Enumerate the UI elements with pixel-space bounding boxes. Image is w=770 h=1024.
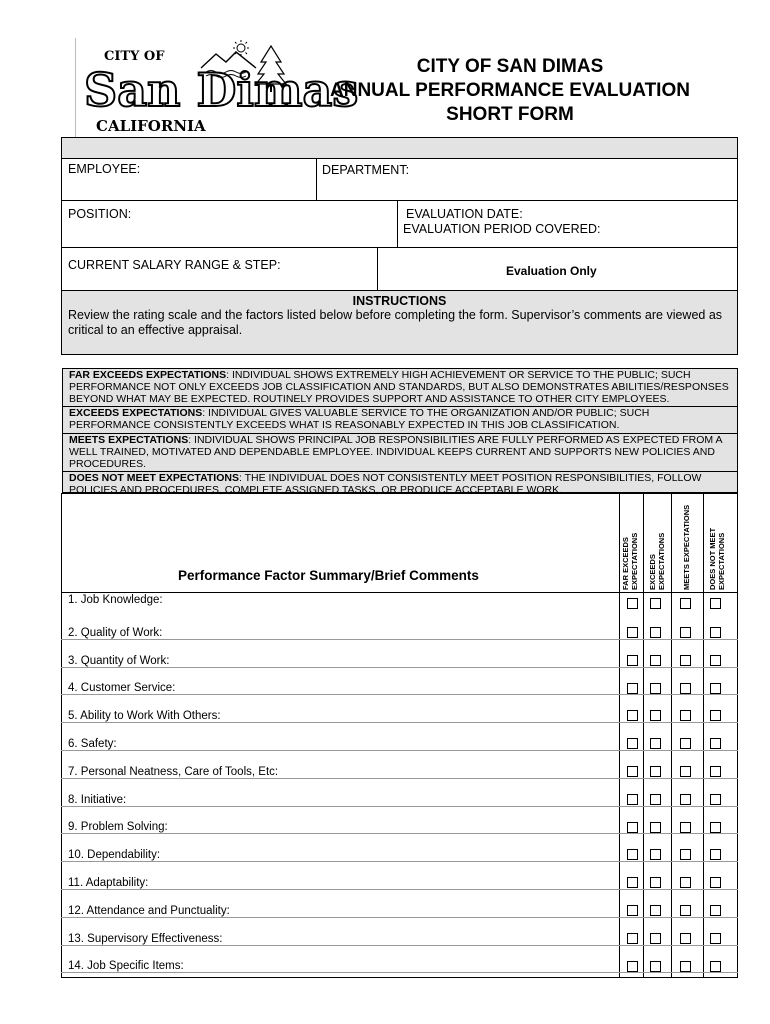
rating-checkbox-1[interactable] <box>627 822 638 833</box>
column-header-line: FAR EXCEEDS <box>621 537 630 590</box>
row-divider <box>61 833 738 834</box>
factor-label: 5. Ability to Work With Others: <box>68 710 221 723</box>
row-divider <box>61 639 738 640</box>
logo-text-california: CALIFORNIA <box>96 117 206 135</box>
city-logo <box>75 38 359 138</box>
column-header-line: EXCEEDS <box>648 554 657 590</box>
divider <box>703 493 704 978</box>
rating-checkbox-1[interactable] <box>627 683 638 694</box>
row-divider <box>61 778 738 779</box>
rating-checkbox-3[interactable] <box>680 627 691 638</box>
column-header-line: EXPECTATIONS <box>629 532 639 590</box>
rating-checkbox-1[interactable] <box>627 598 638 609</box>
divider <box>61 200 738 201</box>
rating-checkbox-1[interactable] <box>627 655 638 666</box>
row-divider <box>61 722 738 723</box>
rating-checkbox-2[interactable] <box>650 794 661 805</box>
rating-checkbox-4[interactable] <box>710 905 721 916</box>
row-divider <box>61 889 738 890</box>
factor-label: 12. Attendance and Punctuality: <box>68 904 230 917</box>
rating-checkbox-3[interactable] <box>680 738 691 749</box>
rating-checkbox-4[interactable] <box>710 877 721 888</box>
rating-checkbox-3[interactable] <box>680 655 691 666</box>
column-header-meets <box>683 505 692 590</box>
rating-checkbox-3[interactable] <box>680 766 691 777</box>
rating-checkbox-4[interactable] <box>710 598 721 609</box>
rating-exceeds <box>63 407 737 434</box>
rating-checkbox-3[interactable] <box>680 794 691 805</box>
rating-checkbox-2[interactable] <box>650 710 661 721</box>
rating-checkbox-3[interactable] <box>680 961 691 972</box>
evaluation-only-label: Evaluation Only <box>506 264 597 278</box>
rating-checkbox-4[interactable] <box>710 738 721 749</box>
rating-checkbox-4[interactable] <box>710 627 721 638</box>
logo-text-san-dimas: San Dimas <box>84 63 359 117</box>
rating-checkbox-3[interactable] <box>680 877 691 888</box>
rating-checkbox-2[interactable] <box>650 655 661 666</box>
rating-far-exceeds <box>63 369 737 407</box>
row-divider <box>61 917 738 918</box>
city-logo-graphic <box>76 38 359 138</box>
rating-checkbox-2[interactable] <box>650 627 661 638</box>
rating-checkbox-1[interactable] <box>627 933 638 944</box>
row-divider <box>61 667 738 668</box>
rating-checkbox-2[interactable] <box>650 766 661 777</box>
rating-checkbox-1[interactable] <box>627 738 638 749</box>
rating-checkbox-3[interactable] <box>680 933 691 944</box>
rating-term: MEETS EXPECTATIONS <box>69 433 189 446</box>
rating-checkbox-3[interactable] <box>680 683 691 694</box>
rating-checkbox-2[interactable] <box>650 849 661 860</box>
rating-checkbox-3[interactable] <box>680 905 691 916</box>
column-header-exceeds <box>649 533 666 590</box>
factor-label: 11. Adaptability: <box>68 877 149 889</box>
rating-checkbox-1[interactable] <box>627 961 638 972</box>
rating-checkbox-4[interactable] <box>710 794 721 805</box>
factor-label: 10. Dependability: <box>68 849 161 862</box>
rating-scale <box>62 368 738 497</box>
divider <box>377 247 378 290</box>
rating-term: DOES NOT MEET EXPECTATIONS <box>69 472 239 485</box>
instructions-heading: INSTRUCTIONS <box>352 294 447 308</box>
sun-icon <box>233 40 249 56</box>
instructions-text: Review the rating scale and the factors listed below before completing the form. Supervisor’s comments are viewed as critical to an effective appraisal. <box>68 308 723 337</box>
row-divider <box>61 861 738 862</box>
rating-checkbox-1[interactable] <box>627 710 638 721</box>
rating-checkbox-4[interactable] <box>710 849 721 860</box>
info-header-bar <box>62 138 737 158</box>
rating-checkbox-2[interactable] <box>650 877 661 888</box>
factor-label: 8. Initiative: <box>68 793 127 806</box>
rating-checkbox-2[interactable] <box>650 598 661 609</box>
rating-checkbox-4[interactable] <box>710 683 721 694</box>
column-header-line: EXPECTATIONS <box>716 532 726 590</box>
rating-checkbox-1[interactable] <box>627 627 638 638</box>
divider <box>619 493 620 978</box>
rating-desc: : INDIVIDUAL GIVES VALUABLE SERVICE TO THE ORGANIZATION AND/OR PUBLIC; SUCH PERFORMANCE CONSISTENTLY EXCEEDS WHAT IS REASONABLY EXPECTED IN THIS JOB CLASSIFICATION. <box>69 407 650 432</box>
column-header-far-exceeds <box>622 533 639 590</box>
rating-desc: : THE INDIVIDUAL DOES NOT CONSISTENTLY MEET POSITION RESPONSIBILITIES, FOLLOW POLICIES AND PROCEDURES, COMPLETE ASSIGNED TASKS, OR PRODUCE ACCEPTABLE WORK. <box>69 472 702 497</box>
logo-text-city-of: CITY OF <box>104 49 165 64</box>
rating-checkbox-3[interactable] <box>680 710 691 721</box>
column-header-does-not-meet <box>709 528 726 590</box>
rating-checkbox-2[interactable] <box>650 905 661 916</box>
position-field[interactable]: POSITION: <box>68 207 132 221</box>
row-divider <box>61 694 738 695</box>
instructions-box <box>62 291 737 354</box>
factor-label: 4. Customer Service: <box>68 682 176 695</box>
rating-meets <box>63 434 737 472</box>
rating-checkbox-3[interactable] <box>680 822 691 833</box>
rating-checkbox-2[interactable] <box>650 822 661 833</box>
department-field[interactable]: DEPARTMENT: <box>322 163 410 177</box>
salary-range-field[interactable]: CURRENT SALARY RANGE & STEP: <box>68 258 281 272</box>
title-line-1: CITY OF SAN DIMAS <box>416 56 604 77</box>
row-divider <box>61 806 738 807</box>
divider <box>671 493 672 978</box>
divider <box>643 493 644 978</box>
factor-label: 2. Quality of Work: <box>68 626 163 639</box>
row-divider <box>61 972 738 973</box>
factor-label: 3. Quantity of Work: <box>68 654 170 667</box>
factor-label: 13. Supervisory Effectiveness: <box>68 932 223 945</box>
title-line-2: ANNUAL PERFORMANCE EVALUATION <box>330 80 690 101</box>
factor-label: 9. Problem Solving: <box>68 821 168 834</box>
rating-term: FAR EXCEEDS EXPECTATIONS <box>69 369 227 381</box>
column-header-line: EXPECTATIONS <box>656 532 666 590</box>
factor-label: 6. Safety: <box>68 738 117 750</box>
divider <box>61 247 738 248</box>
rating-checkbox-2[interactable] <box>650 683 661 694</box>
divider <box>397 200 398 247</box>
rating-checkbox-4[interactable] <box>710 822 721 833</box>
rating-term: EXCEEDS EXPECTATIONS <box>69 407 203 420</box>
rating-checkbox-4[interactable] <box>710 710 721 721</box>
factor-label: 1. Job Knowledge: <box>68 594 163 606</box>
factor-label: 14. Job Specific Items: <box>68 960 184 973</box>
divider <box>61 592 738 593</box>
rating-checkbox-2[interactable] <box>650 738 661 749</box>
factors-heading: Performance Factor Summary/Brief Comments <box>178 568 479 583</box>
rating-checkbox-4[interactable] <box>710 933 721 944</box>
rating-checkbox-1[interactable] <box>627 794 638 805</box>
rating-checkbox-1[interactable] <box>627 849 638 860</box>
row-divider <box>61 945 738 946</box>
rating-checkbox-3[interactable] <box>680 849 691 860</box>
factor-label: 7. Personal Neatness, Care of Tools, Etc: <box>68 765 279 778</box>
divider <box>316 158 317 200</box>
rating-checkbox-4[interactable] <box>710 655 721 666</box>
rating-desc: : INDIVIDUAL SHOWS PRINCIPAL JOB RESPONSIBILITIES ARE FULLY PERFORMED AS EXPECTED FROM A WELL TRAINED, MOTIVATED AND DEPENDABLE EMPLOYEE. INDIVIDUAL KEEPS CURRENT AND SUPPORTS NEW POLICIES AND PROCEDURES. <box>69 433 722 470</box>
rating-checkbox-4[interactable] <box>710 766 721 777</box>
rating-checkbox-1[interactable] <box>627 766 638 777</box>
rating-checkbox-4[interactable] <box>710 961 721 972</box>
rating-checkbox-3[interactable] <box>680 598 691 609</box>
rating-checkbox-1[interactable] <box>627 877 638 888</box>
employee-field[interactable]: EMPLOYEE: <box>68 162 141 176</box>
column-header-line: MEETS EXPECTATIONS <box>682 504 691 590</box>
evaluation-period-field[interactable]: EVALUATION PERIOD COVERED: <box>403 222 601 236</box>
title-line-3: SHORT FORM <box>446 104 574 125</box>
rating-checkbox-1[interactable] <box>627 905 638 916</box>
document-title <box>300 55 720 127</box>
evaluation-date-field[interactable]: EVALUATION DATE: <box>406 207 523 221</box>
rating-checkbox-2[interactable] <box>650 933 661 944</box>
rating-desc: : INDIVIDUAL SHOWS EXTREMELY HIGH ACHIEVEMENT OR SERVICE TO THE PUBLIC; SUCH PERFORMANCE NOT ONLY EXCEEDS JOB CLASSIFICATION AND STANDARDS, BUT ALSO DEMONSTRATES ABILITIES/RESPONSES BEYOND WHAT MAY BE EXPECTED. ROUTINELY PROVIDES SUPPORT AND ASSISTANCE TO OTHER CITY EMPLOYEES. <box>69 369 729 405</box>
divider <box>61 158 738 159</box>
rating-checkbox-2[interactable] <box>650 961 661 972</box>
row-divider <box>61 750 738 751</box>
column-header-line: DOES NOT MEET <box>708 527 717 590</box>
